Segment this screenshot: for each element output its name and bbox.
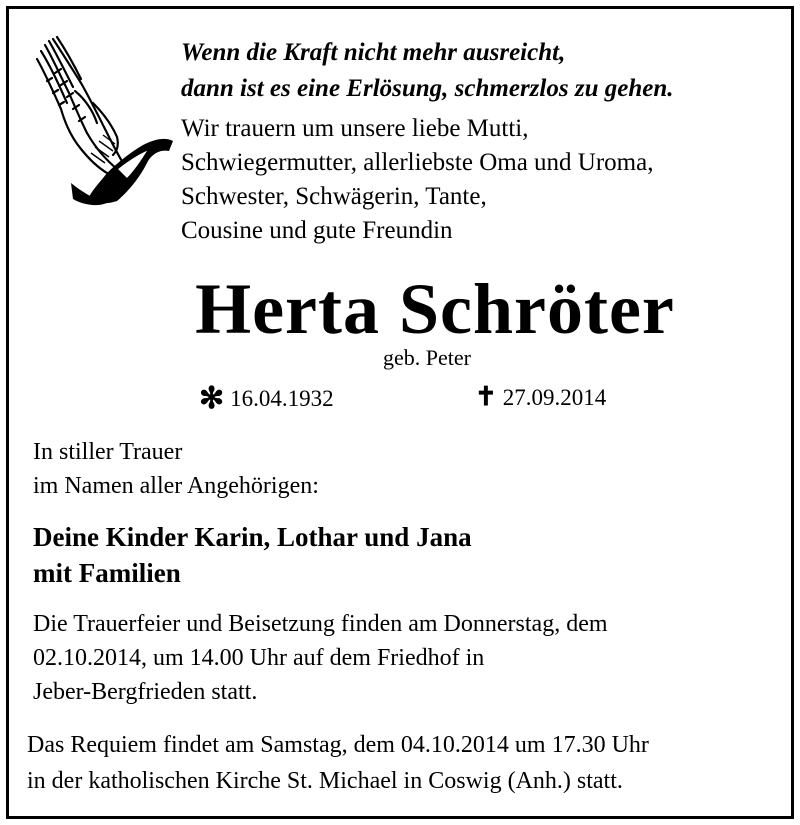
motto-quote xyxy=(181,35,781,107)
funeral-line-1: Die Trauerfeier und Beisetzung finden am Donnerstag, dem xyxy=(33,611,608,637)
praying-hands-icon xyxy=(31,33,176,208)
deceased-name: Herta Schröter xyxy=(195,269,675,349)
obituary-notice xyxy=(6,6,794,819)
requiem-line-2: in der katholischen Kirche St. Michael in Coswig (Anh.) statt. xyxy=(27,768,623,794)
funeral-info xyxy=(33,607,608,709)
requiem-info xyxy=(27,727,649,799)
family-line-2: mit Familien xyxy=(33,558,181,588)
intro-line-2: Schwiegermutter, allerliebste Oma und Uroma, xyxy=(181,149,654,176)
intro-line-4: Cousine und gute Freundin xyxy=(181,217,453,244)
funeral-line-3: Jeber-Bergfrieden statt. xyxy=(33,679,258,705)
mourning-line-1: In stiller Trauer xyxy=(33,439,183,465)
birth-date-row xyxy=(199,381,334,415)
funeral-line-2: 02.10.2014, um 14.00 Uhr auf dem Friedhof in xyxy=(33,645,485,671)
death-date: 27.09.2014 xyxy=(502,385,607,410)
death-cross-icon: ✝ xyxy=(475,382,497,411)
birth-date: 16.04.1932 xyxy=(230,386,334,411)
intro-line-3: Schwester, Schwägerin, Tante, xyxy=(181,183,487,210)
motto-line-1: Wenn die Kraft nicht mehr ausreicht, xyxy=(181,39,566,66)
mourning-text xyxy=(33,435,319,503)
family-signature xyxy=(33,519,472,591)
mourning-line-2: im Namen aller Angehörigen: xyxy=(33,473,319,499)
intro-line-1: Wir trauern um unsere liebe Mutti, xyxy=(181,115,529,142)
family-line-1: Deine Kinder Karin, Lothar und Jana xyxy=(33,522,472,552)
maiden-name: geb. Peter xyxy=(383,345,471,370)
requiem-line-1: Das Requiem findet am Samstag, dem 04.10.2014 um 17.30 Uhr xyxy=(27,732,649,758)
birth-star-icon: ✻ xyxy=(199,382,225,415)
motto-line-2: dann ist es eine Erlösung, schmerzlos zu gehen. xyxy=(181,75,674,102)
death-date-row xyxy=(475,381,606,414)
intro-text xyxy=(181,112,781,248)
